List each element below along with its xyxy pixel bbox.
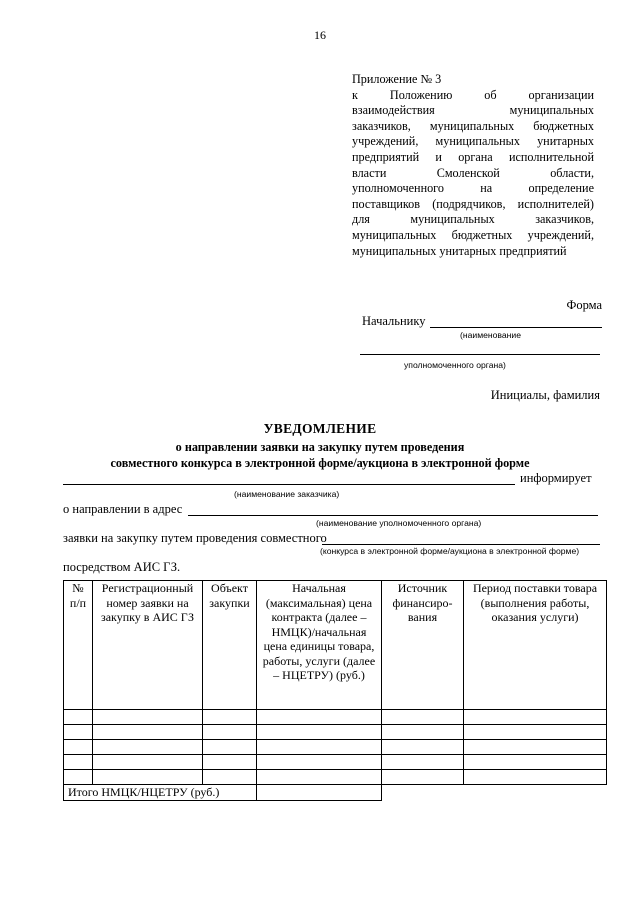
- table-cell[interactable]: [257, 755, 382, 770]
- via-label: посредством АИС ГЗ.: [63, 560, 181, 574]
- col-price-header: Начальная (максимальная) цена контракта (далее – НМЦК)/начальная цена единицы товара, работы, услуги (далее – НЦЕТРУ) (руб.): [257, 581, 382, 710]
- table-cell[interactable]: [382, 755, 464, 770]
- table-cell[interactable]: [64, 740, 93, 755]
- annex-line: к Положению об организации: [352, 87, 594, 102]
- page-number: 16: [314, 28, 326, 42]
- annex-line: учреждений, муниципальных унитарных: [352, 134, 594, 149]
- annex-line: власти Смоленской области,: [352, 165, 594, 180]
- informs-label: информирует: [520, 471, 592, 485]
- authority-hint: (наименование уполномоченного органа): [316, 518, 482, 528]
- document-subtitle: о направлении заявки на закупку путем проведения: [175, 440, 465, 454]
- annex-block: [352, 72, 594, 259]
- procedure-hint: (конкурса в электронной форме/аукциона в электронной форме): [320, 546, 580, 556]
- table-cell[interactable]: [382, 740, 464, 755]
- col-number-header: № п/п: [64, 581, 93, 710]
- recipient-hint-authority: уполномоченного органа): [404, 360, 506, 370]
- customer-name-field[interactable]: [63, 470, 515, 485]
- table-cell[interactable]: [464, 755, 607, 770]
- col-source-header: Источник финансиро-вания: [382, 581, 464, 710]
- table-cell[interactable]: [64, 725, 93, 740]
- table-cell[interactable]: [64, 710, 93, 725]
- table-cell[interactable]: [257, 725, 382, 740]
- table-cell[interactable]: [382, 725, 464, 740]
- annex-line: для муниципальных заказчиков,: [352, 212, 594, 227]
- table-cell[interactable]: [64, 770, 93, 785]
- table-row: [64, 710, 607, 725]
- document-title: УВЕДОМЛЕНИЕ: [263, 421, 377, 436]
- table-cell[interactable]: [203, 725, 257, 740]
- table-header-row: [64, 581, 607, 710]
- col-registration-header: Регистрационный номер заявки на закупку в АИС ГЗ: [93, 581, 203, 710]
- table-cell[interactable]: [93, 740, 203, 755]
- table-cell[interactable]: [93, 770, 203, 785]
- request-table: [63, 580, 607, 801]
- table-cell[interactable]: [203, 770, 257, 785]
- table-cell[interactable]: [257, 710, 382, 725]
- annex-line: взаимодействия муниципальных: [352, 103, 594, 118]
- table-cell[interactable]: [93, 755, 203, 770]
- table-cell[interactable]: [464, 710, 607, 725]
- annex-line: муниципальных унитарных предприятий: [352, 243, 567, 258]
- col-period-header: Период поставки товара (выполнения работы, оказания услуги): [464, 581, 607, 710]
- table-row: [64, 740, 607, 755]
- table-row: [64, 755, 607, 770]
- authority-name-field[interactable]: [188, 501, 598, 516]
- table-cell[interactable]: [464, 770, 607, 785]
- table-cell[interactable]: [257, 770, 382, 785]
- table-cell[interactable]: [203, 740, 257, 755]
- direction-label: о направлении в адрес: [63, 502, 183, 516]
- total-empty-cell: [382, 785, 607, 801]
- recipient-name-field[interactable]: [430, 313, 602, 328]
- customer-hint: (наименование заказчика): [234, 489, 340, 499]
- recipient-label: Начальнику: [362, 314, 426, 328]
- recipient-name-field-2[interactable]: [360, 340, 600, 355]
- table-total-row: [64, 785, 607, 801]
- annex-line: поставщиков (подрядчиков, исполнителей): [352, 196, 594, 211]
- table-cell[interactable]: [93, 710, 203, 725]
- table-row: [64, 770, 607, 785]
- table-cell[interactable]: [464, 725, 607, 740]
- annex-line: Приложение № 3: [352, 72, 442, 86]
- request-label: заявки на закупку путем проведения совместного: [63, 531, 327, 545]
- procedure-field[interactable]: [322, 530, 600, 545]
- table-cell[interactable]: [464, 740, 607, 755]
- annex-line: уполномоченного на определение: [352, 181, 594, 196]
- recipient-hint-name: (наименование: [460, 330, 521, 340]
- table-cell[interactable]: [93, 725, 203, 740]
- annex-line: предприятий и органа исполнительной: [352, 149, 594, 164]
- table-cell[interactable]: [257, 740, 382, 755]
- annex-line: заказчиков, муниципальных бюджетных: [352, 118, 594, 133]
- table-cell[interactable]: [382, 770, 464, 785]
- total-value-cell[interactable]: [257, 785, 382, 801]
- table-cell[interactable]: [64, 755, 93, 770]
- form-label: Форма: [566, 298, 602, 312]
- total-label: Итого НМЦК/НЦЕТРУ (руб.): [64, 785, 257, 801]
- table-cell[interactable]: [382, 710, 464, 725]
- document-subtitle: совместного конкурса в электронной форме/аукциона в электронной форме: [110, 456, 530, 470]
- col-object-header: Объект закупки: [203, 581, 257, 710]
- annex-line: муниципальных бюджетных учреждений,: [352, 227, 594, 242]
- table-cell[interactable]: [203, 755, 257, 770]
- table-cell[interactable]: [203, 710, 257, 725]
- initials-label: Инициалы, фамилия: [490, 388, 600, 402]
- table-row: [64, 725, 607, 740]
